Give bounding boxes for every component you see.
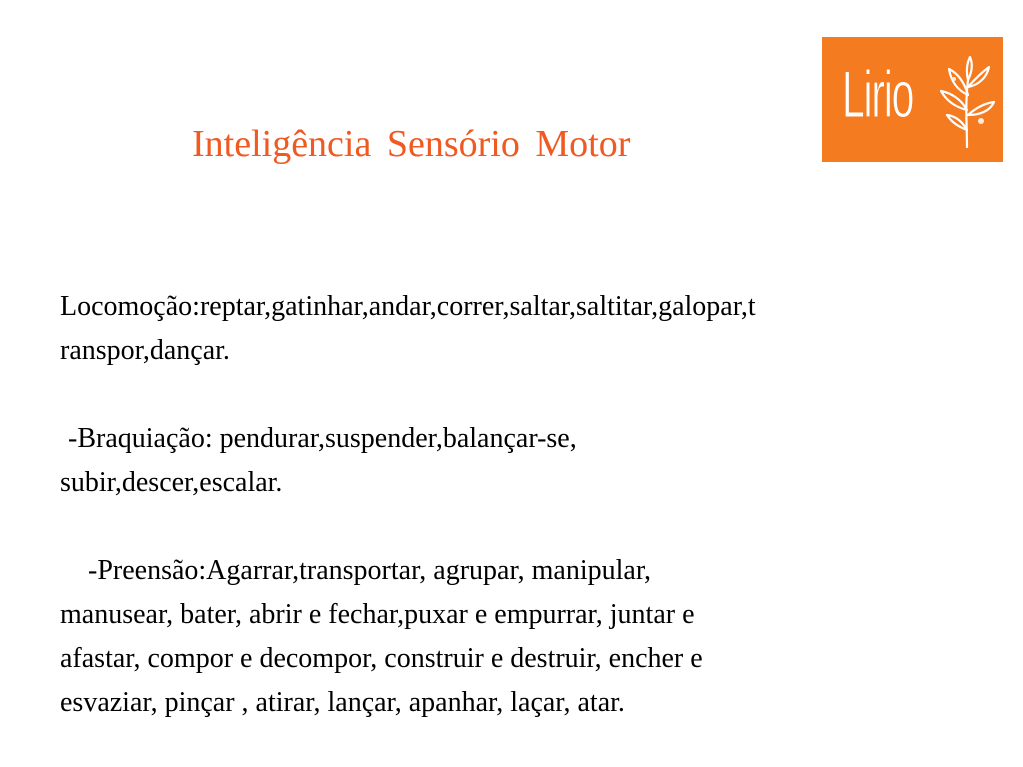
paragraph-preensao: [60, 549, 970, 725]
logo-wordmark: Lirio: [842, 57, 914, 131]
text-line: ranspor,dançar.: [60, 335, 230, 366]
text-line: esvaziar, pinçar , atirar, lançar, apanhar, laçar, atar.: [60, 687, 625, 718]
text-line: Locomoção:reptar,gatinhar,andar,correr,saltar,saltitar,galopar,t: [60, 291, 756, 322]
paragraph-braquiacao: [60, 417, 970, 505]
text-line: manusear, bater, abrir e fechar,puxar e empurrar, juntar e: [60, 599, 695, 630]
slide-title: Inteligência Sensório Motor: [192, 123, 631, 165]
text-line: -Preensão:Agarrar,transportar, agrupar, manipular,: [88, 555, 652, 586]
paragraph-locomocao: [60, 285, 970, 373]
text-line: -Braquiação: pendurar,suspender,balançar-se,: [68, 423, 577, 454]
paragraph-spacer: [60, 505, 970, 549]
text-line: subir,descer,escalar.: [60, 467, 283, 498]
text-line: afastar, compor e decompor, construir e destruir, encher e: [60, 643, 703, 674]
plant-icon: [937, 55, 997, 150]
paragraph-spacer: [60, 373, 970, 417]
lirio-logo: [822, 37, 1003, 162]
slide-body: [60, 285, 970, 725]
